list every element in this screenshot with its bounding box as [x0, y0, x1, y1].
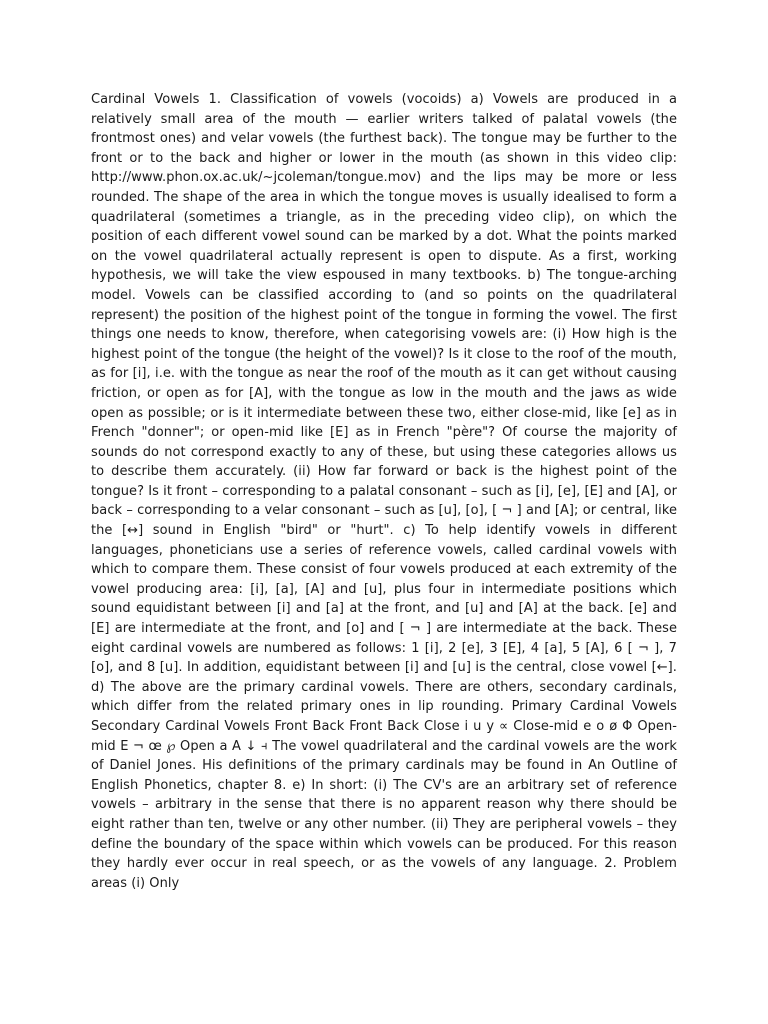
document-page — [91, 90, 677, 893]
body-paragraph: Cardinal Vowels 1. Classification of vowels (vocoids) a) Vowels are produced in a relatively small area of the mouth — earlier writers talked of palatal vowels (the frontmost ones) and velar vowels (the furthest back). The tongue may be further to the front or to the back and higher or lower in the mouth (as shown in this video clip: http://www.phon.ox.ac.uk/~jcoleman/tongue.mov) and the lips may be more or less rounded. The shape of the area in which the tongue moves is usually idealised to form a quadrilateral (sometimes a triangle, as in the preceding video clip), on which the position of each different vowel sound can be marked by a dot. What the points marked on the vowel quadrilateral actually represent is open to dispute. As a first, working hypothesis, we will take the view espoused in many textbooks. b) The tongue-arching model. Vowels can be classified according to (and so points on the quadrilateral represent) the position of the highest point of the tongue in forming the vowel. The first things one needs to know, therefore, when categorising vowels are: (i) How high is the highest point of the tongue (the height of the vowel)? Is it close to the roof of the mouth, as for [i], i.e. with the tongue as near the roof of the mouth as it can get without causing friction, or open as for [A], with the tongue as low in the mouth and the jaws as wide open as possible; or is it intermediate between these two, either close-mid, like [e] as in French "donner"; or open-mid like [E] as in French "père"? Of course the majority of sounds do not correspond exactly to any of these, but using these categories allows us to describe them accurately. (ii) How far forward or back is the highest point of the tongue? Is it front – corresponding to a palatal consonant – such as [i], [e], [E] and [A], or back – corresponding to a velar consonant – such as [u], [o], [ ¬ ] and [A]; or central, like the [↔] sound in English "bird" or "hurt". c) To help identify vowels in different languages, phoneticians use a series of reference vowels, called cardinal vowels with which to compare them. These consist of four vowels produced at each extremity of the vowel producing area: [i], [a], [A] and [u], plus four in intermediate positions which sound equidistant between [i] and [a] at the front, and [u] and [A] at the back. [e] and [E] are intermediate at the front, and [o] and [ ¬ ] are intermediate at the back. These eight cardinal vowels are numbered as follows: 1 [i], 2 [e], 3 [E], 4 [a], 5 [A], 6 [ ¬ ], 7 [o], and 8 [u]. In addition, equidistant between [i] and [u] is the central, close vowel [←]. d) The above are the primary cardinal vowels. There are others, secondary cardinals, which differ from the related primary ones in lip rounding. Primary Cardinal Vowels Secondary Cardinal Vowels Front Back Front Back Close i u y ∝ Close-mid e o ø Φ Open-mid E ¬ œ ℘ Open a A ↓ ⫞ The vowel quadrilateral and the cardinal vowels are the work of Daniel Jones. His definitions of the primary cardinals may be found in An Outline of English Phonetics, chapter 8. e) In short: (i) The CV's are an arbitrary set of reference vowels – arbitrary in the sense that there is no apparent reason why there should be eight rather than ten, twelve or any other number. (ii) They are peripheral vowels – they define the boundary of the space within which vowels can be produced. For this reason they hardly ever occur in real speech, or as the vowels of any language. 2. Problem areas (i) Only — [91, 92, 677, 891]
